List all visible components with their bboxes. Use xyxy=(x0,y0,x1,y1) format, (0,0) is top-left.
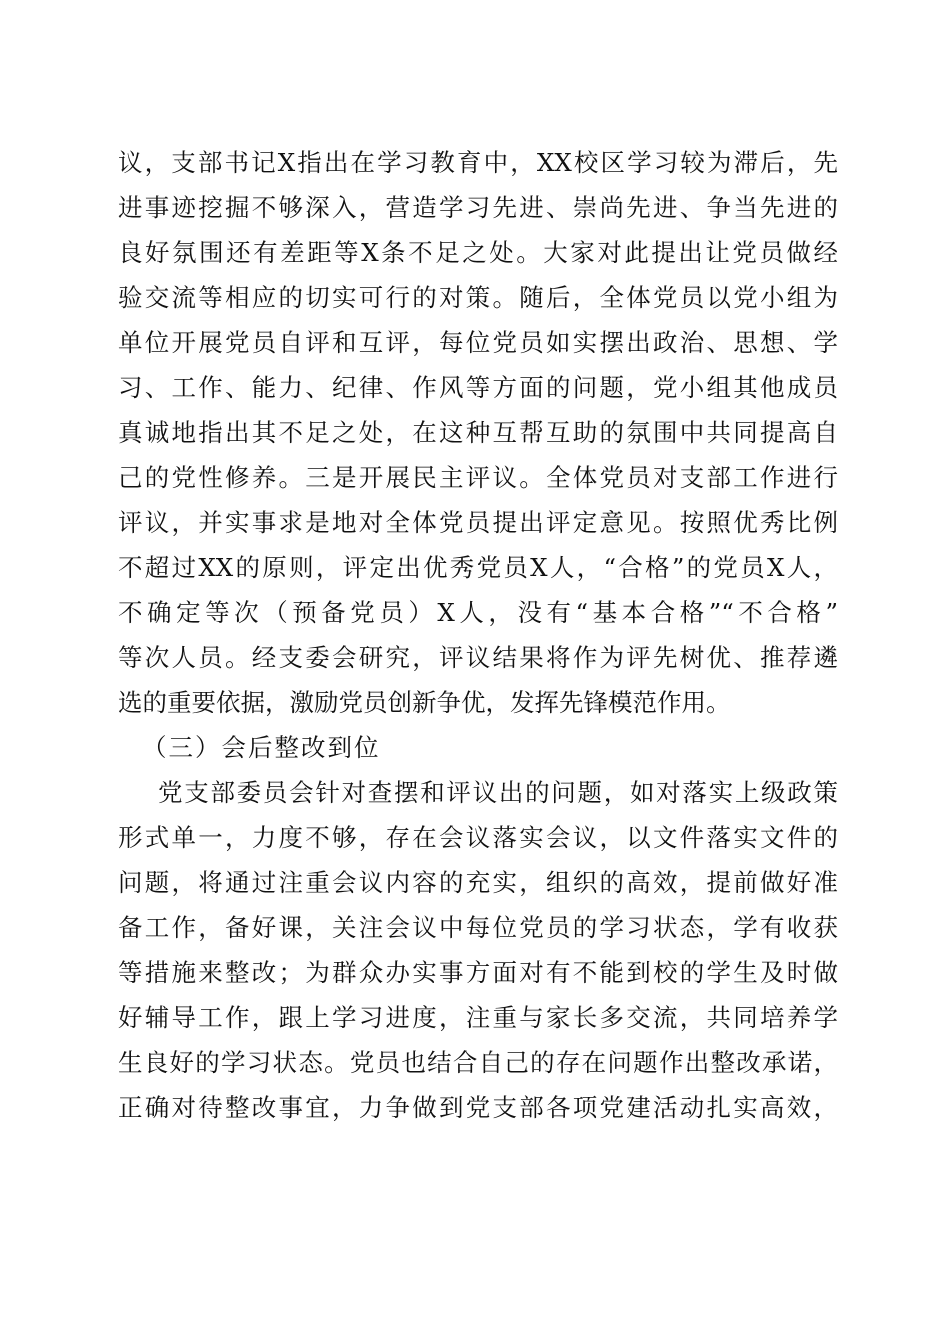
paragraph-1-line-6: 习、工作、能力、纪律、作风等方面的问题，党小组其他成员 xyxy=(118,373,838,402)
paragraph-1-line-13: 选的重要依据，激励党员创新争优，发挥先锋模范作用。 xyxy=(118,688,731,717)
paragraph-1-line-1: 议，支部书记X指出在学习教育中，XX校区学习较为滞后，先 xyxy=(118,148,838,177)
paragraph-1-line-10: 不超过XX的原则，评定出优秀党员X人，“合格”的党员X人， xyxy=(118,553,838,582)
paragraph-2-line-3: 问题，将通过注重会议内容的充实，组织的高效，提前做好准 xyxy=(118,868,838,897)
paragraph-2-line-2: 形式单一，力度不够，存在会议落实会议，以文件落实文件的 xyxy=(118,823,838,852)
paragraph-1-line-11: 不确定等次（预备党员）X人，没有“基本合格”“不合格” xyxy=(118,598,838,627)
paragraph-2-line-4: 备工作，备好课，关注会议中每位党员的学习状态，学有收获 xyxy=(118,913,838,942)
paragraph-1-line-8: 己的党性修养。三是开展民主评议。全体党员对支部工作进行 xyxy=(118,463,838,492)
paragraph-1-line-7: 真诚地指出其不足之处，在这种互帮互助的氛围中共同提高自 xyxy=(118,418,838,447)
paragraph-2-line-6: 好辅导工作，跟上学习进度，注重与家长多交流，共同培养学 xyxy=(118,1003,838,1032)
paragraph-1-line-12: 等次人员。经支委会研究，评议结果将作为评先树优、推荐遴 xyxy=(118,643,838,672)
paragraph-1-line-9: 评议，并实事求是地对全体党员提出评定意见。按照优秀比例 xyxy=(118,508,838,537)
paragraph-2-line-8: 正确对待整改事宜，力争做到党支部各项党建活动扎实高效， xyxy=(118,1093,838,1122)
paragraph-1-line-2: 进事迹挖掘不够深入，营造学习先进、崇尚先进、争当先进的 xyxy=(118,193,838,222)
paragraph-1-line-4: 验交流等相应的切实可行的对策。随后，全体党员以党小组为 xyxy=(118,283,838,312)
paragraph-2-line-5: 等措施来整改；为群众办实事方面对有不能到校的学生及时做 xyxy=(118,958,838,987)
paragraph-1-line-5: 单位开展党员自评和互评，每位党员如实摆出政治、思想、学 xyxy=(118,328,838,357)
paragraph-2-line-7: 生良好的学习状态。党员也结合自己的存在问题作出整改承诺， xyxy=(118,1048,838,1077)
paragraph-2-line-1: 党支部委员会针对查摆和评议出的问题，如对落实上级政策 xyxy=(158,778,838,807)
section-heading: （三）会后整改到位 xyxy=(142,733,381,762)
paragraph-1-line-3: 良好氛围还有差距等X条不足之处。大家对此提出让党员做经 xyxy=(118,238,838,267)
